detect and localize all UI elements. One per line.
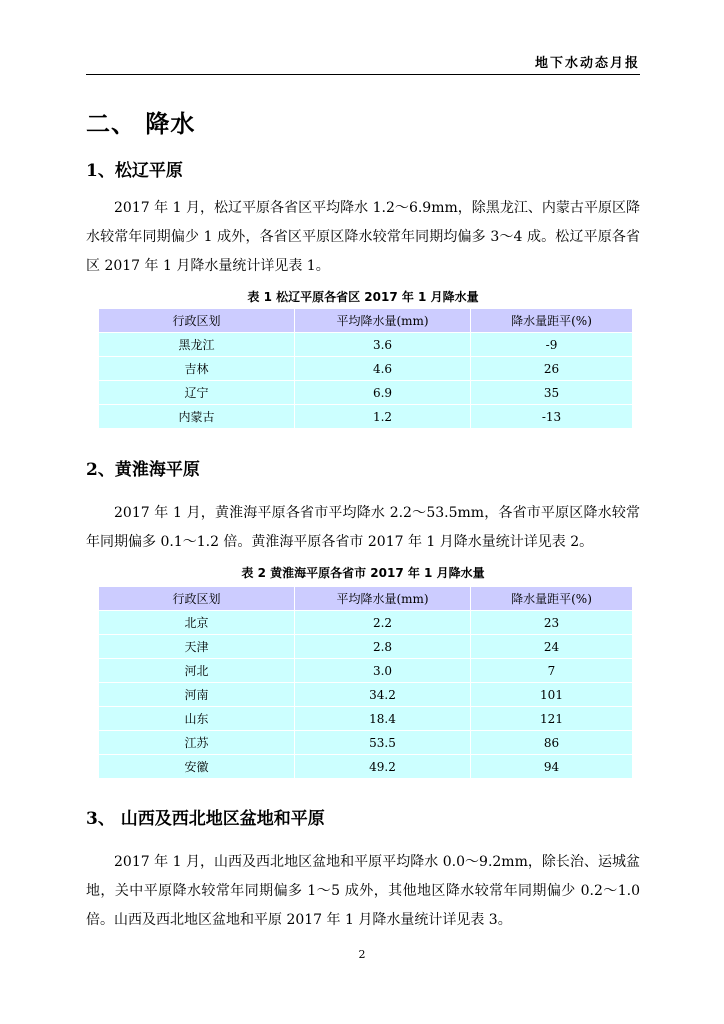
paragraph-shanxi-northwest: 2017 年 1 月，山西及西北地区盆地和平原平均降水 0.0～9.2mm，除长治、运城盆地，关中平原降水较常年同期偏多 1～5 成外，其他地区降水较常年同期偏少 0.2～1.0 倍。山西及西北地区盆地和平原 2017 年 1 月降水量统计详见表 3。 (86, 854, 640, 928)
table-cell: 天津 (99, 635, 295, 659)
running-header: 地下水动态月报 (534, 56, 640, 71)
table-cell: 49.2 (295, 755, 471, 779)
table-cell: 2.2 (295, 611, 471, 635)
column-header: 平均降水量(mm) (295, 309, 471, 333)
table-cell: 江苏 (99, 731, 295, 755)
table-cell: -13 (471, 405, 633, 429)
table-cell: 内蒙古 (99, 405, 295, 429)
table-header-row (99, 587, 633, 611)
table-cell: 26 (471, 357, 633, 381)
table-row (99, 707, 633, 731)
table-cell: 101 (471, 683, 633, 707)
table-row (99, 731, 633, 755)
header-rule (86, 74, 640, 75)
table-cell: 1.2 (295, 405, 471, 429)
table-1-caption: 表 1 松辽平原各省区 2017 年 1 月降水量 (247, 290, 479, 304)
table-cell: 3.0 (295, 659, 471, 683)
column-header: 行政区划 (99, 587, 295, 611)
column-header: 降水量距平(%) (471, 309, 633, 333)
table-cell: 4.6 (295, 357, 471, 381)
paragraph-huanghuaihai: 2017 年 1 月，黄淮海平原各省市平均降水 2.2～53.5mm，各省市平原区降水较常年同期偏多 0.1～1.2 倍。黄淮海平原各省市 2017 年 1 月降水量统计详见表 2。 (86, 505, 640, 550)
table-cell: 北京 (99, 611, 295, 635)
table-cell: 3.6 (295, 333, 471, 357)
page-number: 2 (358, 948, 366, 961)
table-row (99, 405, 633, 429)
paragraph-songliao: 2017 年 1 月，松辽平原各省区平均降水 1.2～6.9mm，除黑龙江、内蒙古平原区降水较常年同期偏少 1 成外，各省区平原区降水较常年同期均偏多 3～4 成。松辽平原各省区 2017 年 1 月降水量统计详见表 1。 (86, 200, 640, 274)
table-cell: 河南 (99, 683, 295, 707)
table-cell: 吉林 (99, 357, 295, 381)
table-row (99, 683, 633, 707)
table-cell: 山东 (99, 707, 295, 731)
table-cell: 34.2 (295, 683, 471, 707)
table-cell: 23 (471, 611, 633, 635)
table-row (99, 357, 633, 381)
table-row (99, 381, 633, 405)
table-2-caption: 表 2 黄淮海平原各省市 2017 年 1 月降水量 (241, 566, 485, 580)
table-1 (98, 308, 633, 429)
table-cell: 辽宁 (99, 381, 295, 405)
table-cell: 24 (471, 635, 633, 659)
table-cell: 黑龙江 (99, 333, 295, 357)
subsection-title-songliao: 1、松辽平原 (86, 161, 183, 181)
table-cell: 2.8 (295, 635, 471, 659)
section-title: 二、 降水 (86, 109, 196, 138)
table-cell: 86 (471, 731, 633, 755)
table-cell: 94 (471, 755, 633, 779)
table-row (99, 635, 633, 659)
table-cell: 53.5 (295, 731, 471, 755)
table-cell: 35 (471, 381, 633, 405)
column-header: 行政区划 (99, 309, 295, 333)
subsection-title-shanxi-northwest: 3、 山西及西北地区盆地和平原 (86, 809, 325, 829)
table-cell: -9 (471, 333, 633, 357)
column-header: 平均降水量(mm) (295, 587, 471, 611)
table-row (99, 659, 633, 683)
subsection-title-huanghuaihai: 2、黄淮海平原 (86, 460, 200, 480)
table-row (99, 611, 633, 635)
column-header: 降水量距平(%) (471, 587, 633, 611)
table-cell: 7 (471, 659, 633, 683)
table-header-row (99, 309, 633, 333)
table-cell: 河北 (99, 659, 295, 683)
table-cell: 安徽 (99, 755, 295, 779)
table-cell: 121 (471, 707, 633, 731)
table-2 (98, 586, 633, 779)
table-cell: 6.9 (295, 381, 471, 405)
table-row (99, 755, 633, 779)
table-row (99, 333, 633, 357)
table-cell: 18.4 (295, 707, 471, 731)
